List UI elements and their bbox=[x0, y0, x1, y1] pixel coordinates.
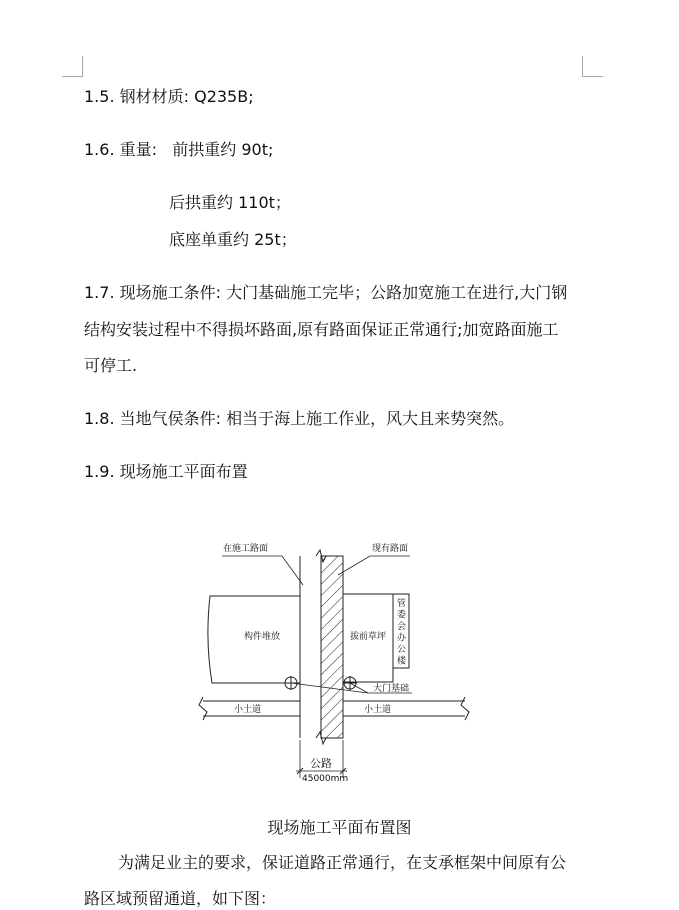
break-mark-left bbox=[199, 697, 207, 720]
leader-construction-road bbox=[222, 556, 303, 585]
break-mark-right bbox=[461, 697, 469, 720]
item-text: 当地气侯条件: 相当于海上施工作业，风大且来势突然。 bbox=[119, 409, 515, 428]
item-number: 1.9. bbox=[84, 462, 115, 481]
item-text: 重量: 前拱重约 90t; bbox=[119, 140, 274, 159]
item-text: 现场施工条件: 大门基础施工完毕；公路加宽施工在进行,大门钢 bbox=[119, 283, 568, 302]
label-pre-assembly: 拔前草坪 bbox=[350, 632, 387, 642]
label-construction-road: 在施工路面 bbox=[223, 544, 269, 554]
label-office bbox=[397, 597, 407, 667]
item-1-6-rear-arch: 后拱重约 110t； bbox=[169, 193, 291, 212]
item-1-7-line-3: 可停工. bbox=[84, 356, 138, 375]
item-text: 现场施工平面布置 bbox=[119, 462, 248, 481]
leader-existing-road bbox=[338, 556, 410, 575]
item-1-7-line-2: 结构安装过程中不得损坏路面,原有路面保证正常通行;加宽路面施工 bbox=[84, 320, 559, 339]
item-number: 1.7. bbox=[84, 283, 115, 302]
label-office-text: 管委会办公楼 bbox=[397, 599, 407, 667]
item-text: 钢材材质: Q235B; bbox=[119, 87, 254, 106]
label-small-road-left: 小土道 bbox=[234, 705, 262, 715]
paragraph-line-1: 为满足业主的要求，保证道路正常通行，在支承框架中间原有公 bbox=[118, 853, 567, 872]
item-1-6-base: 底座单重约 25t； bbox=[169, 230, 297, 249]
label-width: 45000mm bbox=[302, 774, 349, 784]
item-number: 1.8. bbox=[84, 409, 115, 428]
label-gate-foundation: 大门基础 bbox=[373, 684, 410, 694]
figure-caption: 现场施工平面布置图 bbox=[267, 818, 412, 837]
label-small-road-right: 小土道 bbox=[364, 705, 392, 715]
existing-road-hatched bbox=[321, 556, 343, 738]
item-number: 1.6. bbox=[84, 140, 115, 159]
label-existing-road: 现有路面 bbox=[372, 544, 409, 554]
label-highway: 公路 bbox=[310, 757, 332, 770]
label-component-stack: 构件堆放 bbox=[244, 632, 281, 642]
item-number: 1.5. bbox=[84, 87, 115, 106]
paragraph-line-2: 路区域预留通道，如下图： bbox=[84, 889, 277, 908]
